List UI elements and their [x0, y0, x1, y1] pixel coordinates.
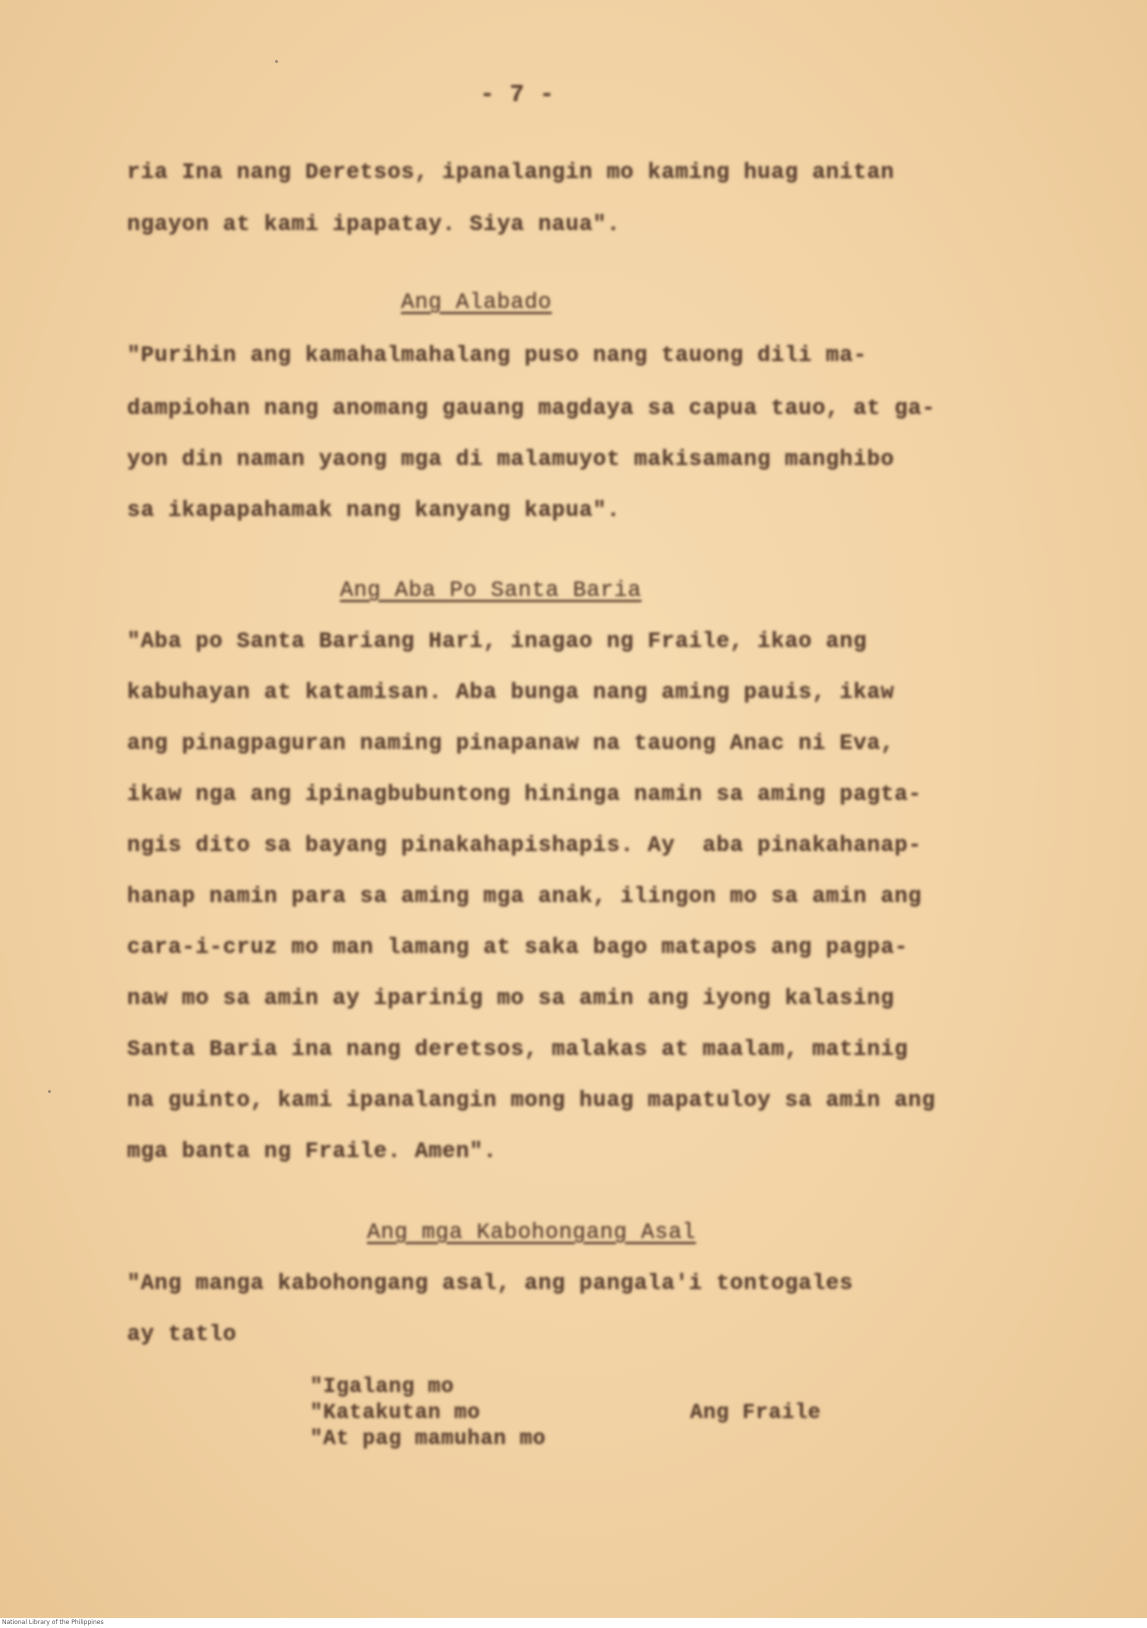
- text-line: hanap namin para sa aming mga anak, ilingon mo sa amin ang: [127, 884, 922, 909]
- text-line: ang pinagpaguran naming pinapanaw na tauong Anac ni Eva,: [127, 731, 895, 756]
- text-line: mga banta ng Fraile. Amen".: [127, 1139, 497, 1164]
- text-line: kabuhayan at katamisan. Aba bunga nang aming pauis, ikaw: [127, 680, 895, 705]
- text-line: dampiohan nang anomang gauang magdaya sa capua tauo, at ga-: [127, 396, 936, 421]
- text-line: ria Ina nang Deretsos, ipanalangin mo kaming huag anitan: [127, 160, 895, 185]
- section-heading-kabohongang: Ang mga Kabohongang Asal: [367, 1220, 696, 1245]
- text-line: ikaw nga ang ipinagbubuntong hininga namin sa aming pagta-: [127, 782, 922, 807]
- text-line: cara-i-cruz mo man lamang at saka bago matapos ang pagpa-: [127, 935, 909, 960]
- text-line: "Ang manga kabohongang asal, ang pangala'i tontogales: [127, 1271, 854, 1296]
- text-line: na guinto, kami ipanalangin mong huag mapatuloy sa amin ang: [127, 1088, 936, 1113]
- text-line: "Aba po Santa Bariang Hari, inagao ng Fraile, ikao ang: [127, 629, 867, 654]
- text-line: ngis dito sa bayang pinakahapishapis. Ay aba pinakahanap-: [127, 833, 922, 858]
- section-heading-alabado: Ang Alabado: [401, 290, 552, 315]
- text-line: naw mo sa amin ay iparinig mo sa amin ang iyong kalasing: [127, 986, 895, 1011]
- text-line: yon din naman yaong mga di malamuyot makisamang manghibo: [127, 447, 895, 472]
- text-line: Santa Baria ina nang deretsos, malakas at maalam, matinig: [127, 1037, 909, 1062]
- text-line: ay tatlo: [127, 1322, 237, 1347]
- page-number: - 7 -: [480, 82, 555, 109]
- section-heading-aba: Ang Aba Po Santa Baria: [340, 578, 642, 603]
- poem-side-text: Ang Fraile: [690, 1402, 822, 1425]
- text-line: "Purihin ang kamahalmahalang puso nang tauong dili ma-: [127, 343, 867, 368]
- poem-line: "Igalang mo: [310, 1376, 455, 1399]
- text-line: sa ikapapahamak nang kanyang kapua".: [127, 498, 621, 523]
- poem-line: "At pag mamuhan mo: [310, 1428, 546, 1451]
- poem-line: "Katakutan mo: [310, 1402, 481, 1425]
- footer-credit: National Library of the Philippines: [2, 1619, 104, 1626]
- paper-speck: [48, 1090, 51, 1093]
- paper-speck: [275, 60, 278, 63]
- text-line: ngayon at kami ipapatay. Siya naua".: [127, 212, 621, 237]
